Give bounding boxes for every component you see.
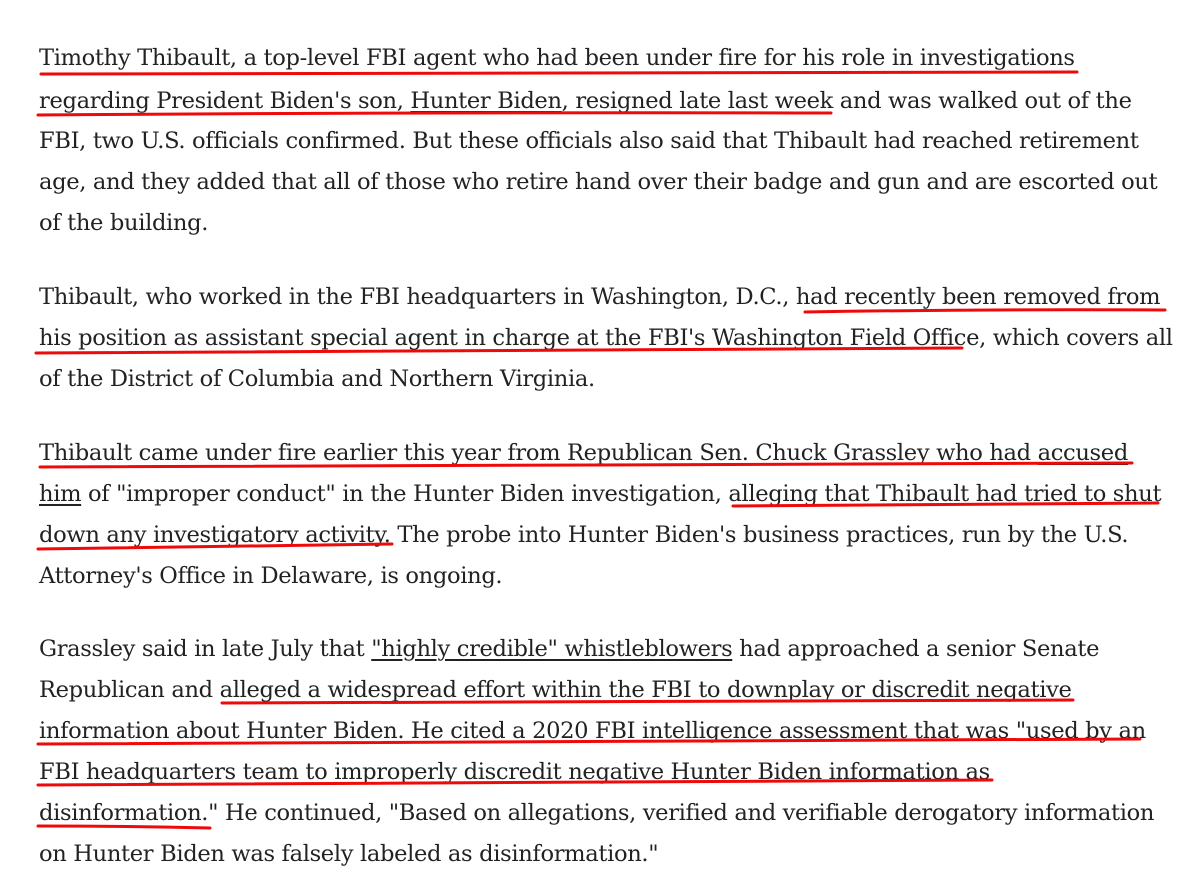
text-line: FBI headquarters team to improperly discredit negative Hunter Biden information as <box>39 759 990 785</box>
text-span: Grassley said in late July that <box>39 636 372 662</box>
text-line: on Hunter Biden was falsely labeled as disinformation." <box>39 841 659 867</box>
text-span: regarding President Biden's son, <box>39 88 411 114</box>
text-span: had approached a senior Senate <box>732 636 1100 662</box>
highly-credible-whistleblowers-link[interactable]: "highly credible" whistleblowers <box>371 636 733 662</box>
text-span: , resigned late last week and was walked out of the <box>561 88 1132 114</box>
text-line: Timothy Thibault, a top-level FBI agent who had been under fire for his role in investigations <box>39 45 1075 71</box>
text-line: down any investigatory activity. The probe into Hunter Biden's business practices, run by the U.S. <box>39 522 1129 548</box>
text-line: Thibault, who worked in the FBI headquarters in Washington, D.C., had recently been removed from <box>39 284 1161 310</box>
text-span: Thibault came under fire earlier this year from Republican Sen. Chuck Grassley who had <box>39 440 1038 466</box>
text-line: age, and they added that all of those who retire hand over their badge and gun and are escorted out <box>39 169 1158 195</box>
text-line: of the District of Columbia and Northern Virginia. <box>39 366 595 392</box>
text-line: disinformation." He continued, "Based on allegations, verified and verifiable derogatory information <box>39 800 1155 826</box>
text-line <box>39 479 1161 509</box>
text-line <box>39 634 1099 664</box>
text-line: information about Hunter Biden. He cited a 2020 FBI intelligence assessment that was "used by an <box>39 718 1146 744</box>
text-line: FBI, two U.S. officials confirmed. But these officials also said that Thibault had reached retirement <box>39 128 1139 154</box>
text-span: of "improper conduct" in the Hunter Biden investigation, alleging that Thibault had tried to shut <box>81 481 1162 507</box>
text-line <box>39 438 1128 468</box>
accused-him-link[interactable]: accused <box>1037 440 1128 466</box>
text-line: Attorney's Office in Delaware, is ongoing. <box>39 563 503 589</box>
text-line: his position as assistant special agent in charge at the FBI's Washington Field Office, which covers all <box>39 325 1173 351</box>
text-line: Republican and alleged a widespread effort within the FBI to downplay or discredit negative <box>39 677 1072 703</box>
text-line: of the building. <box>39 210 209 236</box>
text-line <box>39 86 1132 116</box>
accused-him-link-continued[interactable]: him <box>39 481 82 507</box>
hunter-biden-link[interactable]: Hunter Biden <box>410 88 562 114</box>
